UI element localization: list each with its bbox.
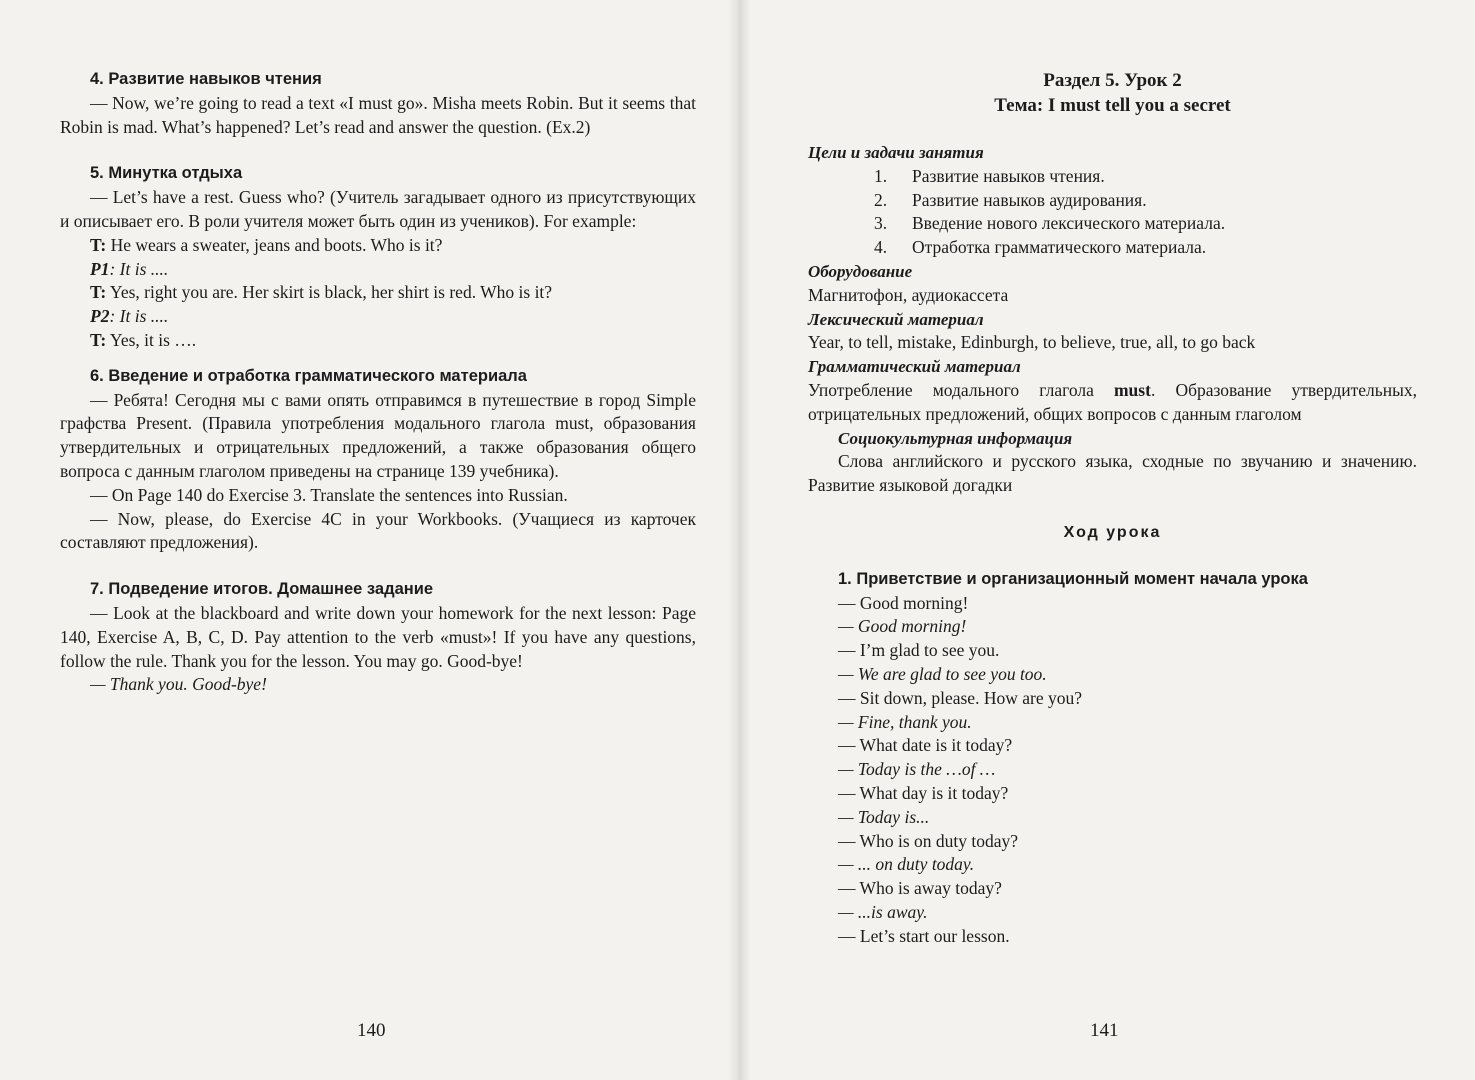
section-4-heading: 4. Развитие навыков чтения [90, 70, 322, 88]
dialog-line: — Let’s start our lesson. [838, 925, 1010, 946]
section-5-text: — Let’s have a rest. Guess who? (Учитель загадывает одного из присутствующих и описывает его. В роли учителя может быть один из учеников). For example: [60, 187, 696, 231]
right-column [808, 68, 1417, 949]
page-left [0, 0, 735, 1080]
dialog-line: — Good morning! [838, 616, 967, 637]
section-5-dialog [60, 234, 696, 353]
dialog-line: — Who is on duty today? [838, 830, 1019, 851]
page-number-right: 141 [1090, 1020, 1119, 1041]
lesson-section-title: Раздел 5. Урок 2 [1043, 70, 1182, 91]
socio-label: Социокультурная информация [838, 428, 1073, 448]
dialog-line: — What date is it today? [838, 735, 1013, 756]
section-7-text: — Look at the blackboard and write down your homework for the next lesson: Page 140, Exercise A, B, C, D. Pay attention to the verb «must»! If you have any questions, follow the rule. Thank you for the lesson. You may go. Good-bye! [60, 602, 696, 671]
section-6-paragraph-2: — On Page 140 do Exercise 3. Translate the sentences into Russian. [90, 484, 568, 505]
section-1-heading: 1. Приветствие и организационный момент начала урока [838, 569, 1308, 588]
goals-label: Цели и задачи занятия [808, 143, 984, 162]
lesson-topic-title: Тема: I must tell you a secret [994, 95, 1231, 116]
section-6-paragraph-3: — Now, please, do Exercise 4C in your Workbooks. (Учащиеся из карточек составляют предложения). [60, 508, 696, 553]
dialog-line: — We are glad to see you too. [838, 663, 1047, 684]
socio-text: Слова английского и русского языка, сходные по звучанию и значению. Развитие языковой догадки [808, 451, 1417, 496]
equipment-text: Магнитофон, аудиокассета [808, 284, 1009, 305]
list-item: 4. Отработка грамматического материала. [874, 237, 1207, 258]
dialog-line: — Who is away today? [838, 878, 1002, 899]
dialog-line: T: Yes, right you are. Her skirt is black, her shirt is red. Who is it? [90, 282, 553, 303]
left-column [60, 68, 696, 697]
dialog-line: — I’m glad to see you. [838, 640, 1000, 661]
dialog-line: — ... on duty today. [838, 854, 975, 875]
dialog-line: T: He wears a sweater, jeans and boots. Who is it? [90, 234, 443, 255]
section-7-reply: — Thank you. Good-bye! [90, 674, 267, 695]
dialog-line: T: Yes, it is …. [90, 329, 197, 350]
lesson-plan-heading: Ход урока [1063, 523, 1162, 541]
section-7-heading: 7. Подведение итогов. Домашнее задание [90, 580, 434, 599]
list-item: 1. Развитие навыков чтения. [874, 165, 1105, 186]
equipment-label: Оборудование [808, 261, 913, 281]
page-right [740, 0, 1475, 1080]
list-item: 2. Развитие навыков аудирования. [874, 189, 1147, 210]
section-6-paragraph-1: — Ребята! Сегодня мы с вами опять отправимся в путешествие в город Simple графства Present. (Правила употребления модального глагола must, образования утвердительных и отрицательных предложений, а также образования общего вопроса с данным глаголом приведены на странице 139 учебника). [60, 389, 696, 481]
dialog-line: — Today is... [838, 806, 930, 827]
dialog-line: P1: It is .... [90, 258, 169, 279]
dialog-line: — ...is away. [838, 901, 928, 922]
lexical-text: Year, to tell, mistake, Edinburgh, to believe, true, all, to go back [808, 332, 1256, 353]
section-6-heading: 6. Введение и отработка грамматического материала [90, 366, 527, 385]
dialog-line: — Good morning! [838, 592, 969, 613]
dialog-line: — Sit down, please. How are you? [838, 687, 1082, 708]
greeting-dialog [808, 592, 1417, 949]
grammar-text: Употребление модального глагола must. Образование утвердительных, отрицательных предложений, общих вопросов с данным глаголом [808, 379, 1417, 424]
dialog-line: P2: It is .... [90, 306, 169, 327]
section-5-heading: 5. Минутка отдыха [90, 164, 243, 183]
lexical-label: Лексический материал [808, 309, 984, 329]
dialog-line: — Fine, thank you. [838, 711, 972, 732]
page-number-left: 140 [357, 1020, 386, 1041]
goals-list [808, 165, 1417, 260]
section-4-text: — Now, we’re going to read a text «I must go». Misha meets Robin. But it seems that Robin is mad. What’s happened? Let’s read and answer the question. (Ex.2) [60, 92, 696, 137]
grammar-label: Грамматический материал [808, 357, 1021, 377]
dialog-line: — What day is it today? [838, 782, 1009, 803]
dialog-line: — Today is the …of … [838, 759, 996, 780]
list-item: 3. Введение нового лексического материала. [874, 213, 1226, 234]
